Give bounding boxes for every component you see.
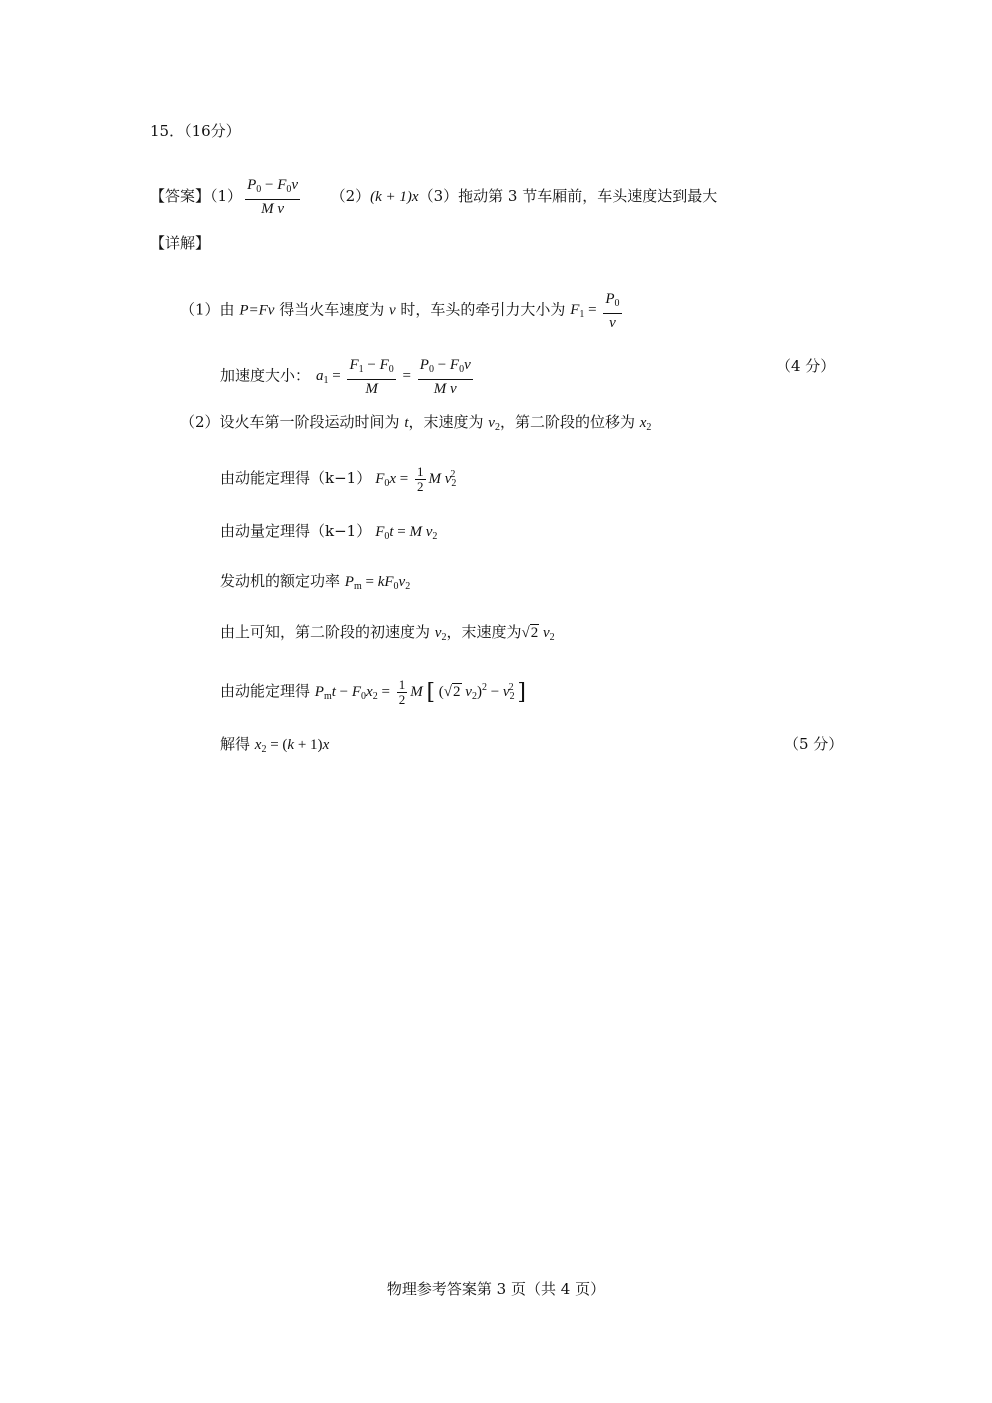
p2-solve-formula: $x_2 = (k + 1)x$ (254, 737, 330, 755)
answer-line (150, 176, 717, 218)
p1-score: （4 分） (776, 357, 836, 375)
p1-accel-formula: $a_1$ = $\frac{F_1 - F_0}{M}$ = $\frac{P_0 - F_0v}{\text{M v}}$ (316, 357, 471, 397)
p1-text2: 时，车头的牵引力大小为 (395, 300, 571, 319)
answer-part3-text: 拖动第 3 节车厢前，车头速度达到最大 (458, 187, 718, 205)
p1-v: v (388, 302, 396, 319)
detail-p1-line2 (220, 356, 476, 398)
p2-momentum-formula: $F_0t = M$ $v_2$ (375, 524, 438, 542)
p1-text: 得当火车速度为 (274, 300, 389, 319)
detail-tag: 【详解】 (150, 234, 211, 252)
p2-init-a: 由上可知，第二阶段的初速度为 (220, 623, 435, 641)
p2-kinetic2-text: 由动能定理得 (220, 682, 315, 700)
answer-part3-label: （3） (418, 187, 459, 205)
p2-init-v2: $v_2$ (434, 625, 447, 643)
p2-t: t (404, 415, 409, 431)
question-number: 15．（16分） (150, 122, 241, 140)
detail-p2-kinetic (220, 465, 455, 494)
p2-v2: $v_2$ (488, 415, 500, 433)
answer-part2-label: （2） (330, 187, 371, 205)
p2-init-b: ，末速度为 (446, 623, 522, 641)
answer-part1-label: （1） (210, 187, 243, 205)
p1-accel-text: 加速度大小： (220, 366, 311, 385)
p2-power-formula: $P_m = kF_0v_2$ (344, 574, 411, 592)
answer-tag: 【答案】 (150, 187, 211, 205)
detail-p2-speeds (220, 622, 555, 648)
detail-p2-kinetic2 (220, 678, 526, 707)
p2-final-speed: √2 $v_2$ (521, 625, 555, 643)
p2-kinetic-text: 由动能定理得（k−1） (220, 469, 372, 487)
p2-power-text: 发动机的额定功率 (220, 572, 345, 590)
p2-line1-a: （2）设火车第一阶段运动时间为 (180, 413, 405, 431)
p2-score: （5 分） (784, 735, 844, 753)
p1-force-formula: $F_1$ = $\frac{P_0}{v}$ (570, 291, 620, 331)
p2-x2: $x_2$ (639, 415, 652, 433)
detail-p2-solve (220, 734, 329, 760)
p2-momentum-text: 由动量定理得（k−1） (220, 522, 372, 540)
detail-p2-power (220, 571, 410, 597)
p2-kinetic-formula: $F_0x$ = $\frac{1}{2}$ M $v_2^2$ (375, 464, 457, 495)
p2-line1-c: ，第二阶段的位移为 (499, 413, 640, 431)
p1-formula: P=Fv (239, 302, 275, 319)
p2-line1-b: ，末速度为 (408, 413, 489, 431)
p1-prefix: （1）由 (180, 300, 240, 319)
detail-p2-line1 (180, 412, 651, 438)
p2-kinetic2-formula: $P_mt - F_0x_2$ = $\frac{1}{2}$ M [ (√2 $v_2)^2 - v_2^2$ ] (314, 677, 526, 708)
page-footer: 物理参考答案第 3 页（共 4 页） (386, 1280, 606, 1298)
answer-part1-fraction: $\frac{P_0 - F_0v}{\text{M v}}$ (247, 177, 299, 217)
answer-part2-expr: (k + 1)x (370, 189, 419, 205)
p2-solve-text: 解得 (220, 735, 255, 753)
detail-p2-momentum (220, 521, 437, 547)
detail-p1-line1 (180, 290, 625, 332)
